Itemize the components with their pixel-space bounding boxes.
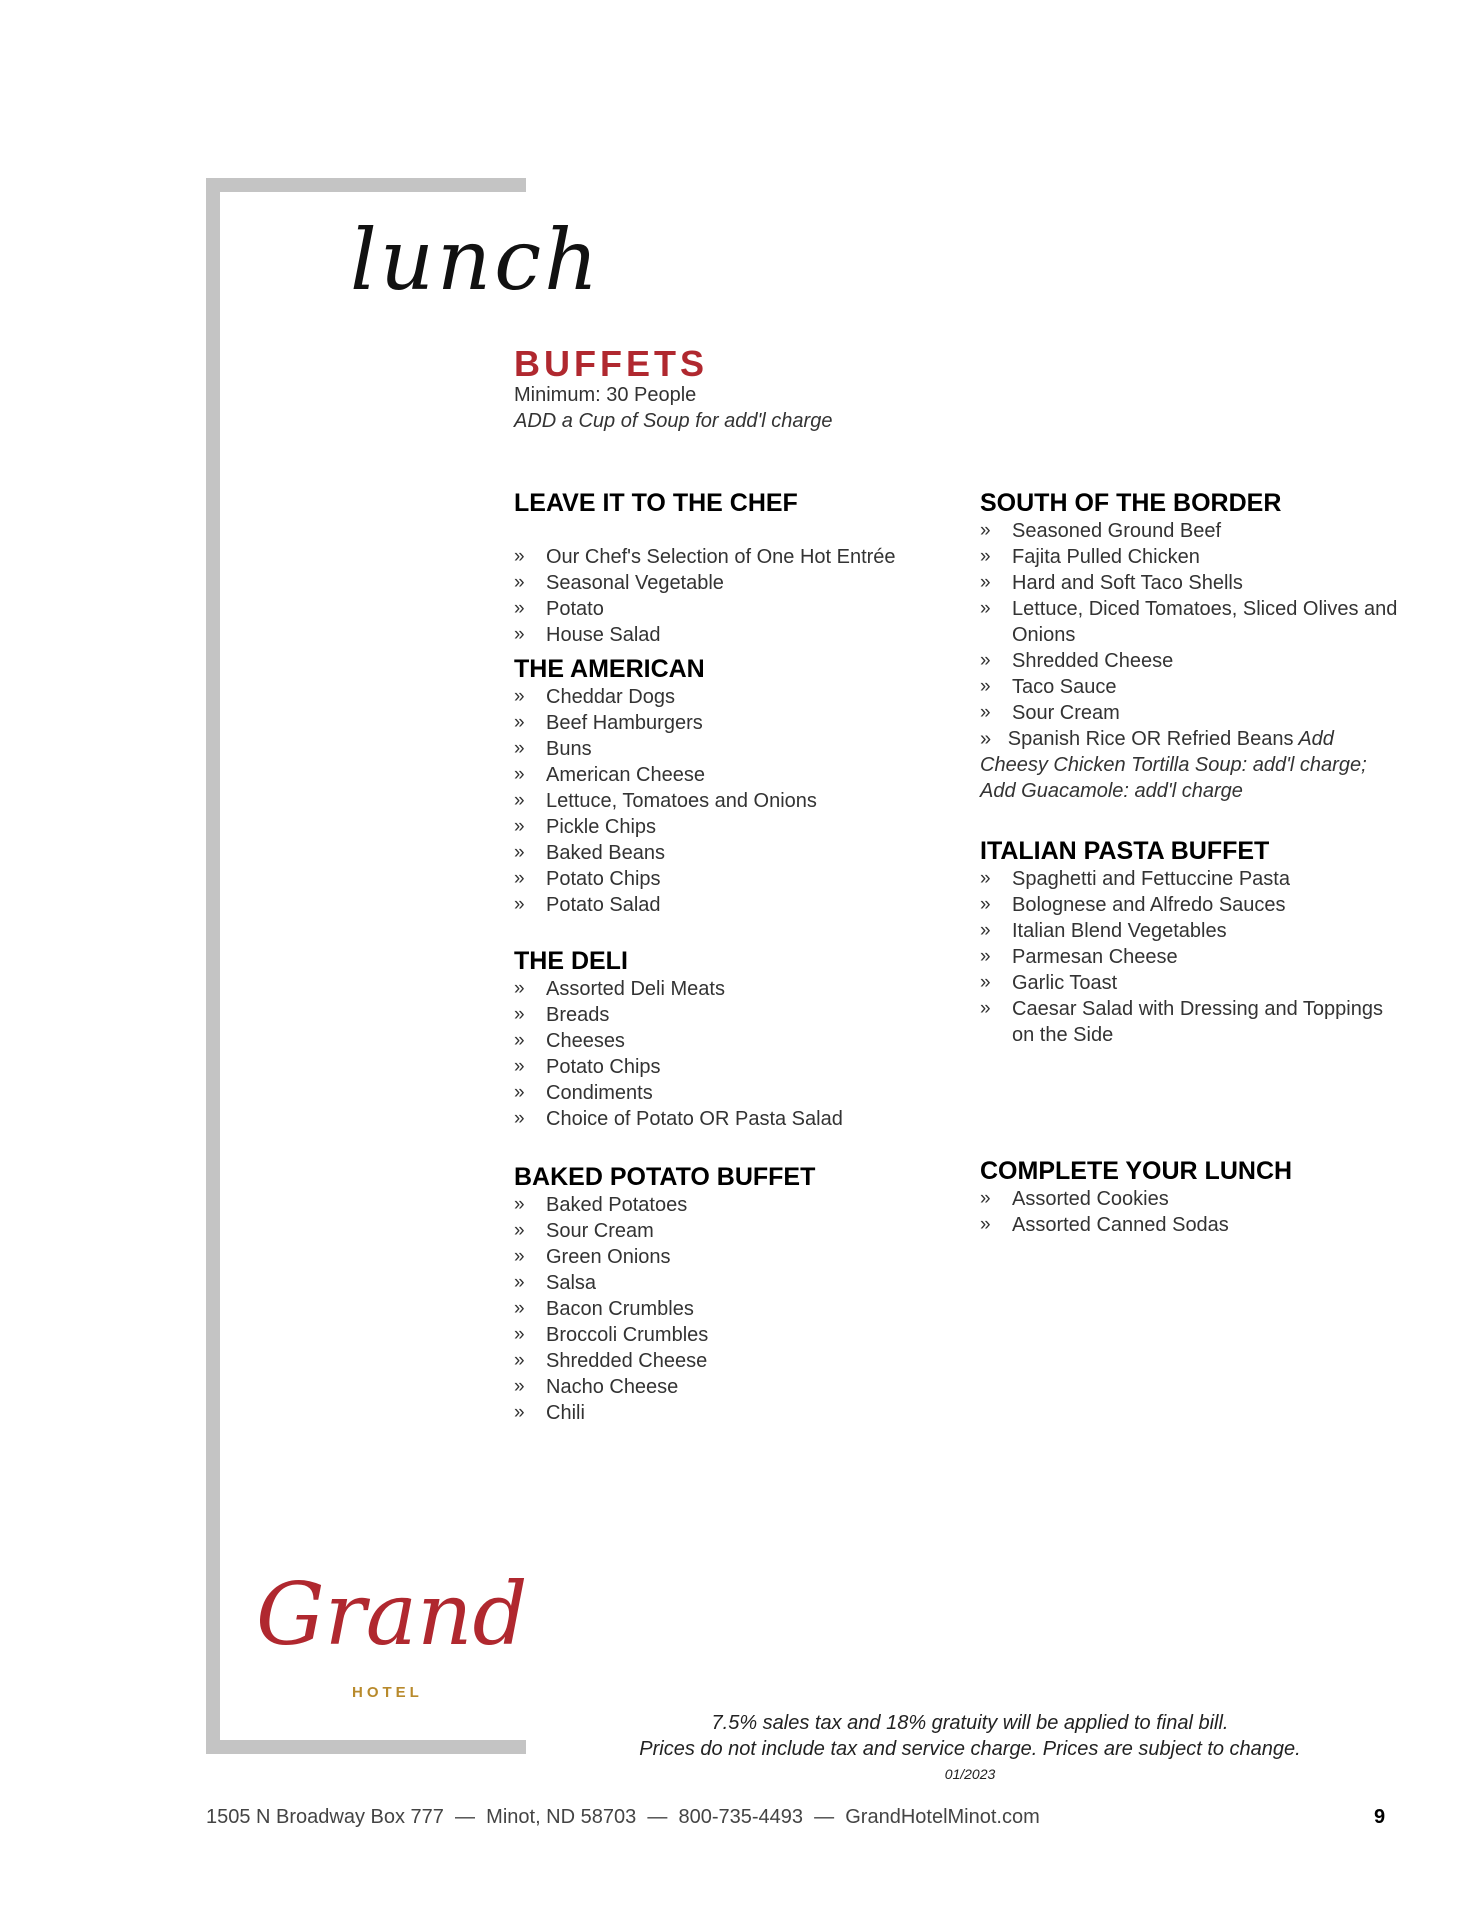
menu-block-italian-pasta-buffet (980, 836, 1400, 1048)
menu-item: » Seasoned Ground Beef (980, 520, 1222, 542)
menu-item: » Fajita Pulled Chicken (980, 546, 1200, 568)
bullet-icon: » (514, 1298, 525, 1319)
bullet-icon: » (514, 1082, 525, 1103)
menu-item: » American Cheese (514, 764, 705, 786)
page-number: 9 (1374, 1806, 1386, 1828)
menu-item: » Salsa (514, 1272, 597, 1294)
menu-item-list (980, 866, 1400, 1048)
menu-block-title: THE AMERICAN (514, 655, 705, 683)
menu-item: » Bolognese and Alfredo Sauces (980, 894, 1286, 916)
bullet-icon: » (514, 842, 525, 863)
bullet-icon: » (514, 1272, 525, 1293)
menu-item: » Shredded Cheese (514, 1350, 708, 1372)
menu-item: » House Salad (514, 624, 661, 646)
bullet-icon: » (514, 816, 525, 837)
menu-item: » Choice of Potato OR Pasta Salad (514, 1108, 843, 1130)
bullet-icon: » (514, 1108, 525, 1129)
bullet-icon: » (514, 1246, 525, 1267)
bullet-icon: » (980, 920, 991, 941)
minimum-note: Minimum: 30 People (514, 384, 697, 406)
bullet-icon: » (514, 790, 525, 811)
bullet-icon: » (980, 1188, 991, 1209)
bullet-icon: » (514, 738, 525, 759)
soup-addon-note: ADD a Cup of Soup for add'l charge (514, 410, 833, 432)
menu-item: » Lettuce, Tomatoes and Onions (514, 790, 817, 812)
bullet-icon: » (980, 728, 992, 750)
bullet-icon: » (514, 764, 525, 785)
bullet-icon: » (514, 1402, 525, 1423)
bullet-icon: » (980, 1214, 991, 1235)
menu-item: » Parmesan Cheese (980, 946, 1178, 968)
bullet-icon: » (514, 1056, 525, 1077)
menu-item: » Sour Cream (514, 1220, 654, 1242)
menu-item: » Shredded Cheese (980, 650, 1174, 672)
menu-item: » Taco Sauce (980, 676, 1117, 698)
menu-item: » Potato Chips (514, 868, 661, 890)
bullet-icon: » (514, 1324, 525, 1345)
menu-item-list (514, 684, 954, 918)
addon-charge-note: Add Cheesy Chicken Tortilla Soup: add'l charge; Add Guacamole: add'l charge (980, 728, 1367, 802)
frame-bottom-bar (206, 1740, 526, 1754)
menu-item: » Assorted Canned Sodas (980, 1214, 1229, 1236)
menu-block-title: BAKED POTATO BUFFET (514, 1163, 816, 1191)
logo-script-text: Grand (256, 1565, 528, 1665)
bullet-icon: » (980, 572, 991, 593)
menu-item: » Lettuce, Diced Tomatoes, Sliced Olives and Onions (980, 598, 1398, 646)
menu-item: » Our Chef's Selection of One Hot Entrée (514, 546, 896, 568)
menu-item-list (514, 976, 954, 1132)
bullet-icon: » (514, 624, 525, 645)
menu-block-title: COMPLETE YOUR LUNCH (980, 1157, 1293, 1185)
bullet-icon: » (514, 1194, 525, 1215)
bullet-icon: » (980, 972, 991, 993)
price-disclaimer: Prices do not include tax and service charge. Prices are subject to change. (639, 1738, 1301, 1760)
bullet-icon: » (514, 686, 525, 707)
menu-item: » Condiments (514, 1082, 653, 1104)
menu-item: » Assorted Cookies (980, 1188, 1169, 1210)
bullet-icon: » (514, 598, 525, 619)
bullet-icon: » (514, 1376, 525, 1397)
menu-block-the-deli (514, 946, 954, 1132)
bullet-icon: » (514, 868, 525, 889)
menu-block-leave-it-to-the-chef (514, 488, 954, 648)
menu-item: » Buns (514, 738, 592, 760)
tax-gratuity-note: 7.5% sales tax and 18% gratuity will be applied to final bill. (711, 1712, 1229, 1734)
menu-item: » Green Onions (514, 1246, 671, 1268)
revision-date: 01/2023 (944, 1766, 996, 1782)
bullet-icon: » (980, 650, 991, 671)
bullet-icon: » (514, 1030, 525, 1051)
bullet-icon: » (514, 1004, 525, 1025)
menu-item: » Sour Cream (980, 702, 1120, 724)
menu-item: » Baked Potatoes (514, 1194, 688, 1216)
menu-block-title: LEAVE IT TO THE CHEF (514, 489, 798, 517)
bullet-icon: » (980, 676, 991, 697)
page-title: lunch (350, 211, 602, 309)
menu-item-list (514, 1192, 954, 1426)
menu-item: » Potato Salad (514, 894, 661, 916)
bullet-icon: » (514, 546, 525, 567)
menu-item: » Nacho Cheese (514, 1376, 679, 1398)
menu-block-the-american (514, 654, 954, 918)
menu-item: » Pickle Chips (514, 816, 657, 838)
frame-top-bar (206, 178, 526, 192)
bullet-icon: » (514, 1220, 525, 1241)
bullet-icon: » (514, 894, 525, 915)
bullet-icon: » (514, 572, 525, 593)
menu-item: » Assorted Deli Meats (514, 978, 725, 1000)
menu-item: » Breads (514, 1004, 610, 1026)
bullet-icon: » (980, 702, 991, 723)
menu-item-list (980, 1186, 1400, 1238)
menu-item: » Beef Hamburgers (514, 712, 703, 734)
menu-item: » Cheddar Dogs (514, 686, 675, 708)
bullet-icon: » (514, 1350, 525, 1371)
menu-item: » Spaghetti and Fettuccine Pasta (980, 868, 1290, 890)
menu-item: » Baked Beans (514, 842, 665, 864)
bullet-icon: » (980, 998, 991, 1019)
bullet-icon: » (980, 520, 991, 541)
south-of-border-addon-note (980, 726, 1400, 804)
bullet-icon: » (514, 712, 525, 733)
menu-item: » Italian Blend Vegetables (980, 920, 1227, 942)
menu-block-title: SOUTH OF THE BORDER (980, 489, 1282, 517)
bullet-icon: » (514, 978, 525, 999)
menu-block-baked-potato-buffet (514, 1162, 954, 1426)
menu-item: » Hard and Soft Taco Shells (980, 572, 1243, 594)
section-heading: BUFFETS (514, 343, 708, 384)
menu-item: » Broccoli Crumbles (514, 1324, 709, 1346)
menu-item-list (514, 544, 954, 648)
menu-item: » Garlic Toast (980, 972, 1118, 994)
menu-item: » Caesar Salad with Dressing and Toppings on the Side (980, 998, 1383, 1046)
bullet-icon: » (980, 946, 991, 967)
menu-item: » Potato (514, 598, 604, 620)
menu-item: » Cheeses (514, 1030, 625, 1052)
menu-block-title: ITALIAN PASTA BUFFET (980, 837, 1270, 865)
menu-item: » Chili (514, 1402, 585, 1424)
menu-item: » Potato Chips (514, 1056, 661, 1078)
bullet-icon: » (980, 868, 991, 889)
bullet-icon: » (980, 894, 991, 915)
menu-item: » Bacon Crumbles (514, 1298, 694, 1320)
menu-block-south-of-the-border (980, 488, 1400, 804)
menu-item: » Seasonal Vegetable (514, 572, 724, 594)
bullet-icon: » (980, 546, 991, 567)
footer-address: 1505 N Broadway Box 777 — Minot, ND 58703 — 800-735-4493 — GrandHotelMinot.com (206, 1806, 1040, 1828)
frame-left-bar (206, 178, 220, 1754)
menu-item-list (980, 518, 1400, 726)
menu-item: Spanish Rice OR Refried Beans (1007, 728, 1294, 750)
grand-hotel-logo (256, 1565, 528, 1732)
bullet-icon: » (980, 598, 991, 619)
menu-block-complete-your-lunch (980, 1156, 1400, 1238)
menu-block-title: THE DELI (514, 947, 628, 975)
logo-hotel-text: HOTEL (352, 1684, 423, 1701)
